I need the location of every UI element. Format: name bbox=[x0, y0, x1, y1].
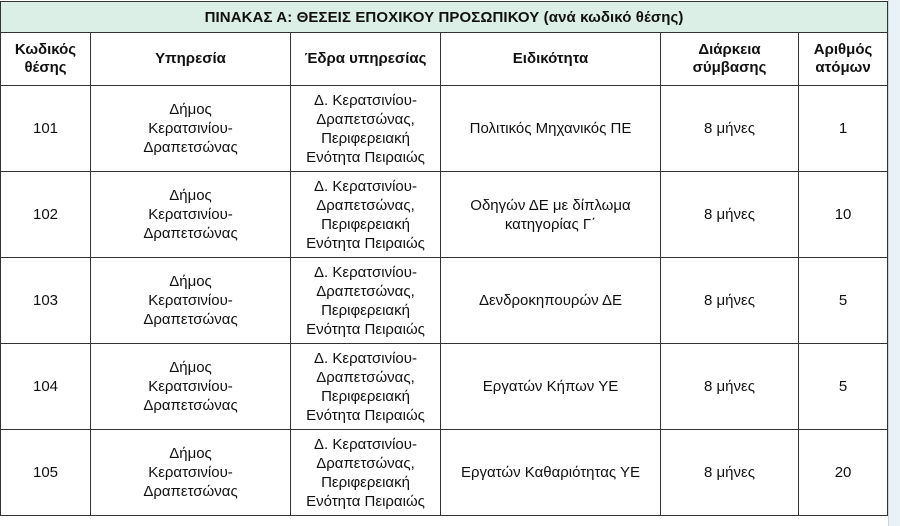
cell-specialty bbox=[441, 86, 661, 172]
header-duration bbox=[661, 33, 799, 86]
cell-seat-line: Περιφερειακή bbox=[321, 301, 410, 319]
cell-seat-line: Ενότητα Πειραιώς bbox=[306, 406, 425, 424]
cell-seat-line: Περιφερειακή bbox=[321, 473, 410, 491]
cell-duration: 8 μήνες bbox=[661, 172, 799, 258]
table-body bbox=[1, 86, 888, 516]
cell-service bbox=[91, 430, 291, 516]
table-row bbox=[1, 86, 888, 172]
cell-seat-line: Περιφερειακή bbox=[321, 129, 410, 147]
cell-code: 101 bbox=[1, 86, 91, 172]
header-count-line: ατόμων bbox=[815, 59, 871, 76]
cell-specialty-line: Οδηγών ΔΕ με δίπλωμα bbox=[470, 196, 631, 214]
cell-seat-line: Δ. Κερατσινίου- bbox=[314, 91, 417, 109]
cell-count: 10 bbox=[799, 172, 888, 258]
cell-seat-line: Ενότητα Πειραιώς bbox=[306, 492, 425, 510]
cell-code: 104 bbox=[1, 344, 91, 430]
cell-specialty-line: Εργατών Καθαριότητας ΥΕ bbox=[460, 464, 641, 481]
cell-seat-line: Δ. Κερατσινίου- bbox=[314, 177, 417, 195]
cell-specialty bbox=[441, 258, 661, 344]
cell-service-line: Δραπετσώνας bbox=[143, 139, 238, 156]
table-title: ΠΙΝΑΚΑΣ Α: ΘΕΣΕΙΣ ΕΠΟΧΙΚΟΥ ΠΡΟΣΩΠΙΚΟΥ (ανά κωδικό θέσης) bbox=[1, 2, 888, 33]
cell-service bbox=[91, 258, 291, 344]
cell-specialty bbox=[441, 344, 661, 430]
header-code-line: Κωδικός bbox=[14, 41, 77, 58]
cell-specialty-line: Δενδροκηπουρών ΔΕ bbox=[478, 292, 623, 309]
cell-seat-line: Περιφερειακή bbox=[321, 387, 410, 405]
cell-service-line: Δραπετσώνας bbox=[143, 225, 238, 242]
cell-service-line: Κερατσινίου- bbox=[148, 464, 233, 481]
cell-service bbox=[91, 86, 291, 172]
header-count-line: Αριθμός bbox=[813, 41, 873, 58]
table-row bbox=[1, 172, 888, 258]
table-row bbox=[1, 430, 888, 516]
cell-seat bbox=[291, 86, 441, 172]
cell-count: 5 bbox=[799, 258, 888, 344]
cell-service-line: Κερατσινίου- bbox=[148, 292, 233, 309]
cell-seat-line: Δ. Κερατσινίου- bbox=[314, 263, 417, 281]
cell-service-line: Δήμος bbox=[169, 359, 212, 376]
header-count bbox=[799, 33, 888, 86]
cell-seat-line: Δραπετσώνας, bbox=[316, 110, 415, 128]
header-code bbox=[1, 33, 91, 86]
cell-duration: 8 μήνες bbox=[661, 344, 799, 430]
cell-seat-line: Ενότητα Πειραιώς bbox=[306, 148, 425, 166]
cell-seat bbox=[291, 172, 441, 258]
cell-code: 102 bbox=[1, 172, 91, 258]
cell-service-line: Δήμος bbox=[169, 101, 212, 118]
cell-specialty-line: Εργατών Κήπων ΥΕ bbox=[482, 378, 619, 395]
cell-specialty-line: κατηγορίας Γ΄ bbox=[504, 215, 597, 233]
cell-service-line: Δήμος bbox=[169, 273, 212, 290]
cell-specialty-line: Πολιτικός Μηχανικός ΠΕ bbox=[469, 120, 632, 137]
cell-service-line: Κερατσινίου- bbox=[148, 120, 233, 137]
cell-duration: 8 μήνες bbox=[661, 430, 799, 516]
table-row bbox=[1, 344, 888, 430]
cell-seat bbox=[291, 430, 441, 516]
table-row bbox=[1, 258, 888, 344]
cell-service-line: Κερατσινίου- bbox=[148, 206, 233, 223]
cell-seat-line: Δραπετσώνας, bbox=[316, 368, 415, 386]
cell-seat-line: Ενότητα Πειραιώς bbox=[306, 320, 425, 338]
cell-specialty bbox=[441, 172, 661, 258]
cell-seat-line: Ενότητα Πειραιώς bbox=[306, 234, 425, 252]
header-specialty: Ειδικότητα bbox=[441, 33, 661, 86]
cell-service-line: Δραπετσώνας bbox=[143, 397, 238, 414]
header-duration-line: Διάρκεια bbox=[698, 41, 761, 58]
cell-count: 20 bbox=[799, 430, 888, 516]
cell-service-line: Κερατσινίου- bbox=[148, 378, 233, 395]
cell-seat bbox=[291, 258, 441, 344]
cell-seat-line: Δραπετσώνας, bbox=[316, 196, 415, 214]
scrollbar-track[interactable] bbox=[888, 0, 900, 526]
header-service: Υπηρεσία bbox=[91, 33, 291, 86]
cell-seat-line: Δ. Κερατσινίου- bbox=[314, 435, 417, 453]
cell-service bbox=[91, 344, 291, 430]
cell-service bbox=[91, 172, 291, 258]
cell-count: 1 bbox=[799, 86, 888, 172]
table-header-row bbox=[1, 33, 888, 86]
cell-service-line: Δήμος bbox=[169, 445, 212, 462]
cell-service-line: Δήμος bbox=[169, 187, 212, 204]
cell-service-line: Δραπετσώνας bbox=[143, 483, 238, 500]
header-seat: Έδρα υπηρεσίας bbox=[291, 33, 441, 86]
cell-code: 105 bbox=[1, 430, 91, 516]
header-duration-line: σύμβασης bbox=[692, 59, 767, 76]
cell-duration: 8 μήνες bbox=[661, 86, 799, 172]
cell-seat-line: Δραπετσώνας, bbox=[316, 454, 415, 472]
cell-count: 5 bbox=[799, 344, 888, 430]
cell-seat-line: Δ. Κερατσινίου- bbox=[314, 349, 417, 367]
cell-seat bbox=[291, 344, 441, 430]
cell-service-line: Δραπετσώνας bbox=[143, 311, 238, 328]
cell-seat-line: Δραπετσώνας, bbox=[316, 282, 415, 300]
cell-duration: 8 μήνες bbox=[661, 258, 799, 344]
cell-seat-line: Περιφερειακή bbox=[321, 215, 410, 233]
seasonal-staff-table bbox=[0, 1, 888, 516]
header-code-line: θέσης bbox=[24, 59, 67, 76]
table-title-row bbox=[1, 2, 888, 33]
cell-code: 103 bbox=[1, 258, 91, 344]
cell-specialty bbox=[441, 430, 661, 516]
